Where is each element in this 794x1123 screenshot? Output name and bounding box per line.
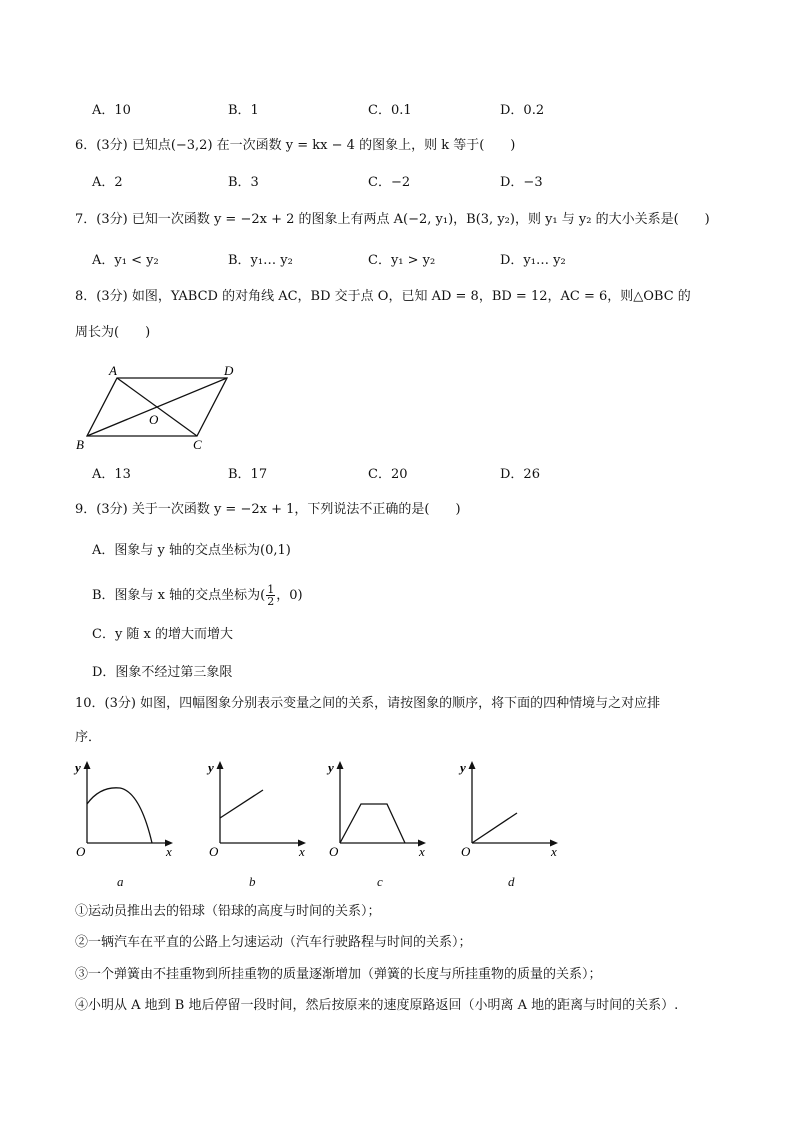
q7-option-d: D．y₁… y₂: [500, 253, 566, 268]
q7-option-a: A．y₁ < y₂: [92, 253, 159, 268]
label-c: C: [193, 437, 202, 452]
q6-option-b: B．3: [228, 175, 259, 190]
parallelogram-figure: [72, 360, 242, 455]
q9-option-a: A．图象与 y 轴的交点坐标为(0,1): [92, 543, 291, 558]
q8-option-d: D．26: [500, 467, 540, 482]
q10-stem-line2: 序．: [75, 730, 102, 745]
q5-option-a: A．10: [92, 103, 131, 118]
label-o: O: [149, 412, 159, 427]
q5-option-b: B．1: [228, 103, 259, 118]
graph-c: [323, 758, 433, 858]
situation-2: ②一辆汽车在平直的公路上匀速运动（汽车行驶路程与时间的关系）；: [75, 935, 472, 950]
q8-option-a: A．13: [92, 467, 131, 482]
fraction-one-half: $\frac{1}{2}$: [267, 583, 275, 608]
q8-stem-line2: 周长为( ): [75, 325, 151, 340]
q7-option-b: B．y₁… y₂: [228, 253, 293, 268]
q9-stem: 9．(3分) 关于一次函数 y = −2x + 1，下列说法不正确的是( ): [75, 502, 461, 517]
q6-option-d: D．−3: [500, 175, 543, 190]
graph-b-caption: b: [249, 874, 256, 889]
svg-text:y: y: [75, 760, 81, 775]
q9-option-b: [92, 584, 303, 607]
q6-stem: 6．(3分) 已知点(−3,2) 在一次函数 y = kx − 4 的图象上，则 k 等于( ): [75, 138, 516, 153]
q8-option-c: C．20: [368, 467, 408, 482]
graph-c-caption: c: [377, 874, 383, 889]
q10-stem-line1: 10．(3分) 如图，四幅图象分别表示变量之间的关系，请按图象的顺序，将下面的四种情境与之对应排: [75, 696, 661, 711]
svg-text:O: O: [76, 844, 86, 858]
q7-option-c: C．y₁ > y₂: [368, 253, 436, 268]
svg-text:y: y: [460, 760, 466, 775]
svg-text:x: x: [551, 844, 557, 858]
graph-d-caption: d: [508, 874, 515, 889]
q9-option-c: C．y 随 x 的增大而增大: [92, 627, 234, 642]
situation-4: ④小明从 A 地到 B 地后停留一段时间，然后按原来的速度原路返回（小明离 A 地的距离与时间的关系）.: [75, 998, 679, 1013]
label-b: B: [76, 437, 84, 452]
graph-d: [455, 758, 565, 858]
situation-1: ①运动员推出去的铅球（铅球的高度与时间的关系）；: [75, 904, 381, 919]
q5-option-d: D．0.2: [500, 103, 545, 118]
q8-option-b: B．17: [228, 467, 268, 482]
svg-text:x: x: [299, 844, 305, 858]
q9-option-b-prefix: B．图象与 x 轴的交点坐标为(: [92, 588, 266, 603]
svg-text:y: y: [208, 760, 214, 775]
label-a: A: [109, 363, 117, 378]
svg-text:x: x: [419, 844, 425, 858]
q5-option-c: C．0.1: [368, 103, 412, 118]
svg-text:O: O: [329, 844, 339, 858]
svg-text:y: y: [328, 760, 334, 775]
q9-option-b-suffix: ，0): [276, 588, 303, 603]
q9-option-d: D．图象不经过第三象限: [92, 665, 233, 680]
q6-option-c: C．−2: [368, 175, 411, 190]
graph-a: [70, 758, 180, 858]
svg-text:O: O: [209, 844, 219, 858]
svg-text:x: x: [166, 844, 172, 858]
graph-b: [203, 758, 313, 858]
graph-a-caption: a: [117, 874, 124, 889]
label-d: D: [224, 363, 234, 378]
q7-stem: 7．(3分) 已知一次函数 y = −2x + 2 的图象上有两点 A(−2, y₁)，B(3, y₂)，则 y₁ 与 y₂ 的大小关系是( ): [75, 212, 710, 227]
svg-text:O: O: [461, 844, 471, 858]
q8-stem-line1: 8．(3分) 如图，YABCD 的对角线 AC，BD 交于点 O，已知 AD = 8，BD = 12，AC = 6，则△OBC 的: [75, 289, 691, 304]
situation-3: ③一个弹簧由不挂重物到所挂重物的质量逐渐增加（弹簧的长度与所挂重物的质量的关系）；: [75, 967, 602, 982]
q6-option-a: A．2: [92, 175, 123, 190]
